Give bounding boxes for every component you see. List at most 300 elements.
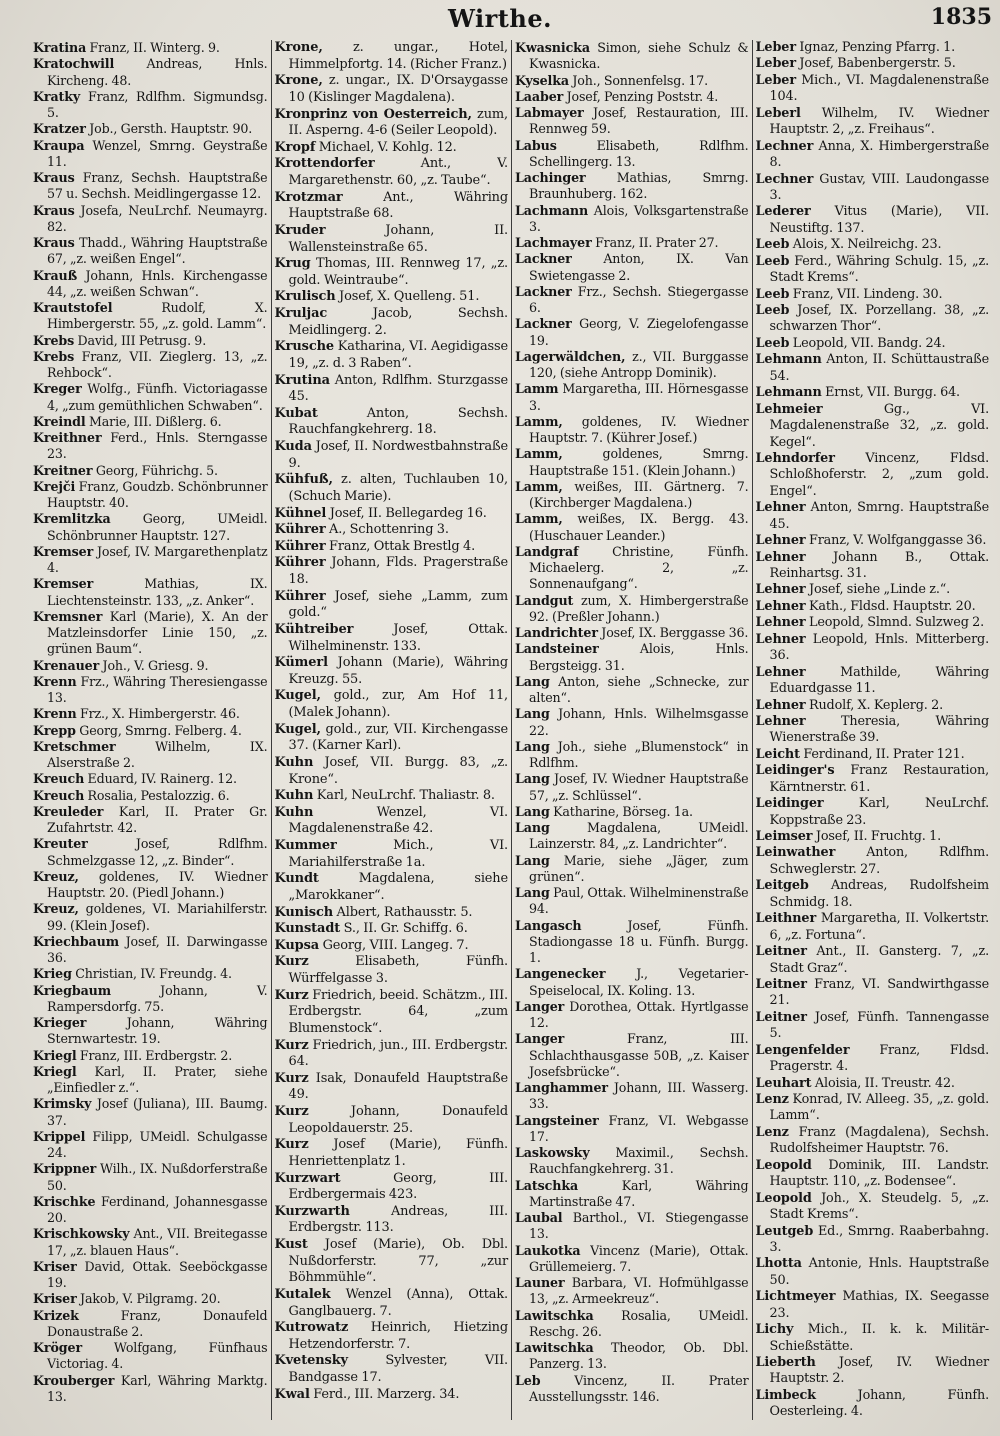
- entry-name: Krauß: [33, 267, 78, 283]
- entry-name: Kropf: [274, 139, 316, 155]
- entry-detail: Josef, IV. Wiedner Hauptstr. 2.: [769, 1355, 990, 1387]
- entry-name: Kyselka: [515, 72, 569, 88]
- entry-detail: zum, X. Himbergerstraße 92. (Preßler Johann.): [529, 592, 749, 624]
- directory-entry: [33, 1015, 268, 1048]
- entry-detail: Josef, siehe „Lamm, zum gold.“: [288, 588, 508, 621]
- entry-name: Landgut: [515, 592, 574, 608]
- entry-detail: Josefa, NeuLrchf. Neumayrg. 82.: [47, 202, 268, 234]
- entry-name: Kupsa: [274, 937, 320, 953]
- directory-entry: [515, 674, 749, 707]
- directory-entry: [33, 349, 268, 382]
- entry-name: Leberl: [755, 105, 801, 121]
- entry-detail: Franz, VII. Lindeng. 30.: [792, 286, 943, 302]
- entry-name: Kretschmer: [33, 738, 116, 754]
- entry-name: Krieg: [33, 966, 72, 982]
- entry-detail: z. ungar., IX. D'Orsaygasse 10 (Kislinger Magdalena).: [288, 73, 508, 105]
- entry-detail: Franz, V. Wolfganggasse 36.: [808, 533, 987, 549]
- entry-name: Leopold: [755, 1157, 812, 1173]
- entry-detail: Johann (Marie), Währing Kreuzg. 55.: [288, 655, 508, 687]
- directory-entry: [275, 539, 509, 556]
- directory-entry: [275, 755, 509, 788]
- directory-entry: [756, 878, 990, 911]
- entry-detail: Wenzel, VI. Magdalenenstraße 42.: [288, 804, 509, 837]
- directory-entry: [756, 944, 990, 977]
- entry-name: Krone,: [274, 73, 323, 89]
- entry-detail: Wenzel (Anna), Ottak. Ganglbauerg. 7.: [288, 1286, 508, 1319]
- directory-entry: [33, 56, 268, 89]
- entry-detail: Josef (Juliana), III. Baumg. 37.: [47, 1096, 268, 1128]
- directory-entry: [33, 1373, 268, 1406]
- entry-detail: Johann, Hnls. Kirchengasse 44, „z. weißen Schwan“.: [47, 267, 268, 299]
- entry-detail: Leopold, Slmnd. Sulzweg 2.: [808, 615, 985, 631]
- entry-detail: Vincenz, Fldsd. Schloßhoferstr. 2, „zum gold. Engel“.: [769, 450, 989, 499]
- entry-name: Krottendorfer: [274, 156, 375, 172]
- entry-detail: Frz., Währing Theresiengasse 13.: [47, 673, 268, 705]
- directory-entry: [275, 1071, 509, 1104]
- directory-entry: [756, 582, 990, 598]
- entry-name: Kutalek: [274, 1286, 331, 1302]
- directory-entry: [756, 1158, 990, 1191]
- entry-detail: Johann, V. Rampersdorfg. 75.: [47, 982, 268, 1014]
- entry-detail: Franz Restauration, Kärntnerstr. 61.: [769, 763, 989, 795]
- entry-name: Kuhn: [274, 788, 314, 804]
- entry-name: Kummer: [274, 838, 337, 853]
- entry-name: Kümerl: [274, 655, 328, 671]
- directory-entry: [756, 796, 990, 829]
- entry-name: Leber: [755, 56, 796, 72]
- directory-entry: [515, 414, 749, 447]
- entry-detail: Franz, VI. Sandwirthgasse 21.: [769, 976, 989, 1009]
- directory-entry: [275, 622, 509, 655]
- entry-name: Kraus: [33, 202, 75, 218]
- directory-entry: [756, 1043, 990, 1076]
- directory-entry: [515, 170, 749, 203]
- entry-detail: A., Schottenring 3.: [329, 522, 449, 538]
- directory-entry: [33, 1161, 268, 1194]
- entry-detail: Vitus (Marie), VII. Neustiftg. 137.: [769, 204, 989, 236]
- entry-name: Kronprinz von Oesterreich,: [274, 106, 472, 122]
- directory-entry: [275, 439, 509, 472]
- entry-name: Krippner: [33, 1161, 97, 1177]
- entry-name: Kühtreiber: [274, 621, 354, 637]
- directory-entry: [515, 479, 749, 512]
- entry-detail: Franz, Donaufeld Donaustraße 2.: [47, 1307, 268, 1339]
- directory-entry: [756, 402, 990, 451]
- directory-entry: [756, 1256, 990, 1289]
- entry-detail: Karl, Währing Martinstraße 47.: [529, 1177, 749, 1209]
- entry-name: Lachinger: [515, 170, 586, 185]
- entry-detail: Margaretha, III. Hörnesgasse 3.: [529, 381, 749, 413]
- directory-entry: [275, 788, 509, 805]
- directory-entry: [515, 316, 749, 349]
- entry-detail: Ignaz, Penzing Pfarrg. 1.: [799, 40, 956, 55]
- entry-name: Laubal: [515, 1210, 563, 1225]
- entry-detail: Wilh., IX. Nußdorferstraße 50.: [47, 1161, 268, 1193]
- entry-name: Kunstadt: [274, 921, 341, 937]
- entry-detail: Rosalia, Pestalozzig. 6.: [87, 787, 230, 803]
- directory-entry: [756, 747, 990, 763]
- entry-name: Lehner: [755, 615, 806, 631]
- entry-name: Leb: [515, 1372, 541, 1388]
- entry-name: Leimser: [755, 829, 813, 844]
- directory-entry: [756, 1388, 990, 1420]
- directory-entry: [275, 373, 509, 406]
- entry-detail: gold., zur, VII. Kirchengasse 37. (Karner Karl).: [288, 721, 508, 754]
- directory-entry: [756, 714, 990, 747]
- entry-detail: Josef, IV. Margarethenplatz 4.: [47, 543, 268, 575]
- entry-name: Landgraf: [515, 543, 579, 559]
- entry-name: Lechner: [755, 138, 814, 154]
- directory-entry: [515, 105, 749, 138]
- entry-name: Lamm,: [515, 478, 563, 494]
- directory-entry: [33, 1194, 268, 1227]
- entry-detail: Wolfgang, Fünfhaus Victoriag. 4.: [47, 1340, 268, 1372]
- entry-name: Kriegl: [33, 1063, 77, 1079]
- entry-detail: Franz, III. Schlachthausgasse 50B, „z. Kaiser Josefsbrücke“.: [529, 1031, 749, 1079]
- entry-detail: Mathias, IX. Liechtensteinstr. 133, „z. Anker“.: [47, 576, 268, 608]
- directory-entry: [275, 1137, 509, 1170]
- entry-name: Langenecker: [515, 966, 606, 982]
- entry-name: Lehner: [755, 697, 806, 713]
- directory-entry: [275, 655, 509, 688]
- entry-name: Leinwather: [755, 845, 836, 861]
- entry-detail: Marie, siehe „Jäger, zum grünen“.: [529, 852, 749, 884]
- directory-entry: [33, 1291, 268, 1307]
- entry-detail: Anton, Smrng. Hauptstraße 45.: [769, 500, 989, 532]
- directory-entry: [756, 40, 990, 56]
- directory-entry: [275, 589, 509, 622]
- directory-entry: [33, 40, 268, 56]
- directory-entry: [33, 430, 268, 463]
- entry-detail: Ant., VII. Breitegasse 17, „z. blauen Haus“.: [47, 1226, 268, 1258]
- entry-name: Kriechbaum: [33, 933, 119, 949]
- entry-detail: Magdalena, siehe „Marokkaner“.: [288, 871, 508, 903]
- directory-entry: [33, 544, 268, 577]
- directory-entry: [756, 56, 990, 72]
- entry-detail: Karl, NeuLrchf. Koppstraße 23.: [769, 796, 990, 828]
- entry-name: Kreuleder: [33, 803, 104, 819]
- entry-detail: Rudolf, X. Keplerg. 2.: [808, 697, 943, 713]
- entry-detail: Anton, Rdlfhm. Sturzgasse 45.: [288, 372, 508, 405]
- directory-entry: [515, 1308, 749, 1341]
- directory-entry: [275, 140, 509, 157]
- entry-name: Krotzmar: [274, 189, 343, 205]
- entry-detail: Leopold, Hnls. Mitterberg. 36.: [769, 631, 990, 664]
- entry-name: Landrichter: [515, 625, 598, 640]
- directory-entry: [33, 723, 268, 739]
- entry-name: Lackner: [515, 316, 572, 332]
- entry-detail: Josef, II. Fruchtg. 1.: [815, 829, 942, 844]
- directory-entry: [756, 106, 990, 139]
- entry-detail: Franz, VI. Webgasse 17.: [529, 1112, 749, 1144]
- entry-detail: Rosalia, UMeidl. Reschg. 26.: [529, 1307, 749, 1339]
- directory-entry: [756, 698, 990, 714]
- directory-entry: [33, 576, 268, 609]
- entry-name: Kröger: [33, 1340, 83, 1355]
- entry-detail: Georg, UMeidl. Schönbrunner Hauptstr. 127.: [47, 511, 268, 543]
- entry-name: Kuhn: [274, 804, 314, 820]
- entry-detail: Franz, Fldsd. Pragerstr. 4.: [769, 1042, 989, 1075]
- entry-name: Kührer: [274, 588, 326, 604]
- directory-entry: [275, 1287, 509, 1320]
- entry-name: Kreindl: [33, 413, 86, 429]
- directory-entry: [275, 1353, 509, 1386]
- entry-detail: Josef (Marie), Ob. Dbl. Nußdorferstr. 77, „zur Böhmmühle“.: [288, 1237, 509, 1286]
- directory-entry: [515, 138, 749, 171]
- entry-name: Krusche: [274, 339, 335, 355]
- entry-name: Lachmayer: [515, 235, 592, 250]
- entry-detail: Joh., V. Griesg. 9.: [102, 657, 209, 673]
- directory-entry: [33, 89, 268, 122]
- entry-name: Lang: [515, 673, 550, 689]
- directory-entry: [275, 1104, 509, 1137]
- entry-name: Kuda: [274, 439, 312, 454]
- entry-name: Lehner: [755, 713, 806, 729]
- entry-detail: Mathias, Smrng. Braunhuberg. 162.: [529, 170, 749, 202]
- directory-entry: [33, 1259, 268, 1292]
- directory-entry: [33, 235, 268, 268]
- entry-name: Leicht: [755, 746, 800, 762]
- directory-entry: [275, 472, 509, 505]
- directory-entry: [33, 804, 268, 837]
- directory-entry: [515, 1210, 749, 1243]
- entry-name: Lehmann: [755, 385, 822, 401]
- directory-entry: [33, 1340, 268, 1373]
- directory-entry: [33, 138, 268, 171]
- directory-entry: [515, 739, 749, 772]
- directory-entry: [33, 203, 268, 236]
- entry-name: Kraus: [33, 170, 75, 185]
- directory-entry: [515, 999, 749, 1032]
- directory-entry: [275, 938, 509, 955]
- directory-entry: [515, 1145, 749, 1178]
- entry-detail: Rudolf, X. Himbergerstr. 55, „z. gold. Lamm“.: [47, 300, 268, 332]
- entry-name: Krebs: [33, 348, 75, 364]
- directory-entry: [275, 722, 509, 755]
- entry-name: Leitner: [755, 976, 807, 992]
- entry-detail: Karl, NeuLrchf. Thaliastr. 8.: [316, 788, 495, 804]
- directory-entry: [33, 706, 268, 722]
- entry-name: Limbeck: [755, 1387, 816, 1403]
- entry-detail: Joh., Sonnenfelsg. 17.: [572, 72, 709, 88]
- directory-entry: [33, 479, 268, 512]
- directory-entry: [33, 511, 268, 544]
- entry-name: Lehmann: [755, 352, 822, 368]
- page-title: Wirthe.: [448, 4, 552, 33]
- entry-name: Lamm,: [515, 446, 563, 462]
- entry-name: Kührer: [274, 555, 326, 571]
- entry-detail: Josef, II. Darwingasse 36.: [47, 933, 268, 965]
- directory-entry: [33, 739, 268, 772]
- directory-entry: [756, 845, 990, 878]
- entry-name: Kreuter: [33, 836, 88, 852]
- directory-entry: [33, 901, 268, 934]
- entry-detail: Alois, X. Neilreichg. 23.: [792, 237, 942, 253]
- entry-name: Kreuch: [33, 787, 85, 803]
- directory-entry: [33, 609, 268, 658]
- entry-name: Lieberth: [755, 1355, 816, 1370]
- directory-entry: [515, 885, 749, 918]
- entry-detail: Thadd., Währing Hauptstraße 67, „z. weißen Engel“.: [47, 235, 268, 267]
- directory-entry: [33, 1129, 268, 1162]
- directory-entry: [756, 829, 990, 845]
- entry-name: Lehner: [755, 549, 806, 565]
- directory-entry: [756, 665, 990, 698]
- entry-name: Kurzwart: [274, 1170, 341, 1186]
- entry-detail: Johann, Währing Sternwartestr. 19.: [47, 1015, 268, 1047]
- entry-name: Lederer: [755, 204, 811, 220]
- directory-entry: [515, 1113, 749, 1146]
- entry-detail: Heinrich, Hietzing Hetzendorferstr. 7.: [288, 1320, 508, 1352]
- entry-name: Kremser: [33, 543, 94, 559]
- directory-entry: [756, 139, 990, 172]
- entry-name: Leeb: [755, 335, 790, 351]
- directory-entry: [515, 625, 749, 641]
- directory-entry: [515, 40, 749, 73]
- entry-detail: Ferd., Währing Schulg. 15, „z. Stadt Krems“.: [769, 253, 989, 286]
- entry-name: Langer: [515, 1031, 565, 1047]
- directory-entry: [275, 73, 509, 106]
- entry-name: Leutgeb: [755, 1223, 814, 1239]
- entry-name: Kurz: [274, 954, 309, 970]
- entry-detail: Josef (Marie), Fünfh. Henriettenplatz 1.: [288, 1137, 509, 1169]
- entry-name: Kwal: [274, 1386, 310, 1402]
- entry-name: Leeb: [755, 303, 790, 318]
- entry-name: Lachmann: [515, 202, 589, 218]
- page-header: [0, 0, 1000, 40]
- directory-entry: [33, 934, 268, 967]
- entry-name: Leeb: [755, 253, 790, 269]
- directory-entry: [756, 254, 990, 287]
- entry-detail: Georg, V. Ziegelofengasse 19.: [529, 316, 749, 348]
- directory-entry: [515, 89, 749, 105]
- entry-name: Kubat: [274, 405, 318, 421]
- directory-entry: [756, 1191, 990, 1224]
- directory-entry: [33, 658, 268, 674]
- directory-entry: [275, 223, 509, 256]
- entry-detail: Joh., siehe „Blumenstock“ in Rdlfhm.: [529, 738, 749, 770]
- entry-detail: Franz, Rdlfhm. Sigmundsg. 5.: [47, 88, 268, 120]
- entry-detail: Anton, IX. Van Swietengasse 2.: [529, 251, 749, 283]
- directory-entry: [515, 284, 749, 317]
- entry-name: Kreger: [33, 381, 82, 397]
- directory-entry: [33, 381, 268, 414]
- entry-name: Latschka: [515, 1177, 579, 1193]
- entry-detail: Paul, Ottak. Wilhelminenstraße 94.: [529, 885, 749, 917]
- directory-entry: [515, 820, 749, 853]
- entry-detail: Ant., V. Margarethenstr. 60, „z. Taube“.: [288, 156, 508, 188]
- entry-detail: Georg, Smrng. Felberg. 4.: [79, 722, 242, 738]
- entry-name: Leidinger's: [755, 763, 835, 779]
- entry-name: Kreitner: [33, 462, 93, 478]
- entry-detail: Anna, X. Himbergerstraße 8.: [769, 138, 989, 171]
- entry-detail: Mich., VI. Mariahilferstraße 1a.: [288, 838, 508, 870]
- entry-detail: Andreas, III. Erdbergstr. 113.: [288, 1203, 509, 1236]
- entry-detail: Ferd., III. Marzerg. 34.: [313, 1386, 460, 1402]
- entry-name: Krenauer: [33, 657, 100, 673]
- entry-detail: Anton, II. Schüttaustraße 54.: [769, 352, 990, 384]
- entry-detail: Ed., Smrng. Raaberbahng. 3.: [769, 1223, 990, 1255]
- entry-name: Lackner: [515, 251, 572, 267]
- entry-detail: Johann, II. Wallensteinstraße 65.: [288, 222, 508, 255]
- directory-entry: [275, 339, 509, 372]
- directory-entry: [275, 1204, 509, 1237]
- directory-entry: [756, 336, 990, 352]
- entry-detail: Franz, Ottak Brestlg 4.: [329, 538, 476, 554]
- entry-name: Lichy: [755, 1322, 794, 1338]
- entry-detail: Margaretha, II. Volkertstr. 6, „z. Fortuna“.: [769, 911, 989, 943]
- directory-entry: [33, 966, 268, 982]
- directory-entry: [33, 674, 268, 707]
- entry-name: Langer: [515, 998, 565, 1014]
- directory-entry: [756, 1125, 990, 1158]
- directory-entry: [756, 500, 990, 533]
- entry-detail: Frz., X. Himbergerstr. 46.: [79, 706, 240, 722]
- directory-entry: [515, 1031, 749, 1080]
- directory-entry: [515, 235, 749, 251]
- directory-entry: [756, 533, 990, 549]
- entry-name: Krizek: [33, 1307, 79, 1323]
- entry-detail: Josef, Penzing Poststr. 4.: [566, 88, 719, 104]
- entry-name: Leuhart: [755, 1075, 812, 1091]
- entry-detail: Marie, III. Dißlerg. 6.: [89, 413, 222, 429]
- directory-entry: [275, 256, 509, 289]
- entry-name: Leithner: [755, 911, 817, 927]
- entry-detail: Anton, siehe „Schnecke, zur alten“.: [529, 673, 749, 705]
- entry-name: Kührer: [274, 538, 326, 554]
- directory-entry: [33, 1308, 268, 1341]
- directory-entry: [275, 1320, 509, 1353]
- entry-detail: Barthol., VI. Stiegengasse 13.: [529, 1210, 749, 1242]
- entry-name: Lawitschka: [515, 1340, 594, 1355]
- entry-detail: Georg, VIII. Langeg. 7.: [322, 937, 469, 953]
- entry-name: Lamm: [515, 381, 559, 397]
- directory-entry: [756, 287, 990, 303]
- entry-detail: Joh., X. Steudelg. 5, „z. Stadt Krems“.: [769, 1190, 989, 1223]
- entry-detail: Mich., VI. Magdalenenstraße 104.: [769, 72, 989, 105]
- directory-entry: [275, 1171, 509, 1204]
- entry-name: Kühnel: [274, 505, 327, 521]
- entry-detail: Friedrich, beeid. Schätzm., III. Erdbergstr. 64, „zum Blumenstock“.: [288, 987, 508, 1036]
- directory-entry: [275, 107, 509, 140]
- entry-detail: Josef, Rdlfhm. Schmelzgasse 12, „z. Binder“.: [47, 836, 268, 868]
- entry-detail: zum, II. Asperng. 4-6 (Seiler Leopold).: [288, 106, 508, 139]
- directory-entry: [275, 289, 509, 306]
- entry-name: Krautstofel: [33, 300, 113, 315]
- directory-entry: [515, 804, 749, 820]
- entry-name: Kratzer: [33, 121, 86, 137]
- directory-entry: [756, 73, 990, 106]
- entry-name: Landsteiner: [515, 641, 599, 657]
- entry-detail: Ferdinand, II. Prater 121.: [803, 746, 965, 762]
- directory-entry: [275, 156, 509, 189]
- directory-entry: [756, 451, 990, 500]
- entry-detail: Josef, II. Bellegardeg 16.: [329, 505, 487, 521]
- directory-entry: [275, 838, 509, 871]
- entry-name: Kührer: [274, 522, 326, 538]
- entry-detail: Elisabeth, Rdlfhm. Schellingerg. 13.: [529, 137, 749, 169]
- directory-entry: [33, 869, 268, 902]
- entry-detail: Franz (Magdalena), Sechsh. Rudolfsheimer Hauptstr. 76.: [769, 1124, 990, 1157]
- directory-entry: [756, 303, 990, 336]
- entry-detail: goldenes, IV. Wiedner Hauptstr. 7. (Kührer Josef.): [529, 413, 749, 445]
- entry-name: Krenn: [33, 673, 77, 689]
- column-1: [30, 40, 271, 1420]
- entry-detail: Katharina, VI. Aegidigasse 19, „z. d. 3 Raben“.: [288, 339, 509, 371]
- entry-name: Lenz: [755, 1092, 789, 1107]
- entry-detail: Vincenz (Marie), Ottak. Grüllemeierg. 7.: [529, 1242, 749, 1274]
- directory-entry: [515, 1275, 749, 1308]
